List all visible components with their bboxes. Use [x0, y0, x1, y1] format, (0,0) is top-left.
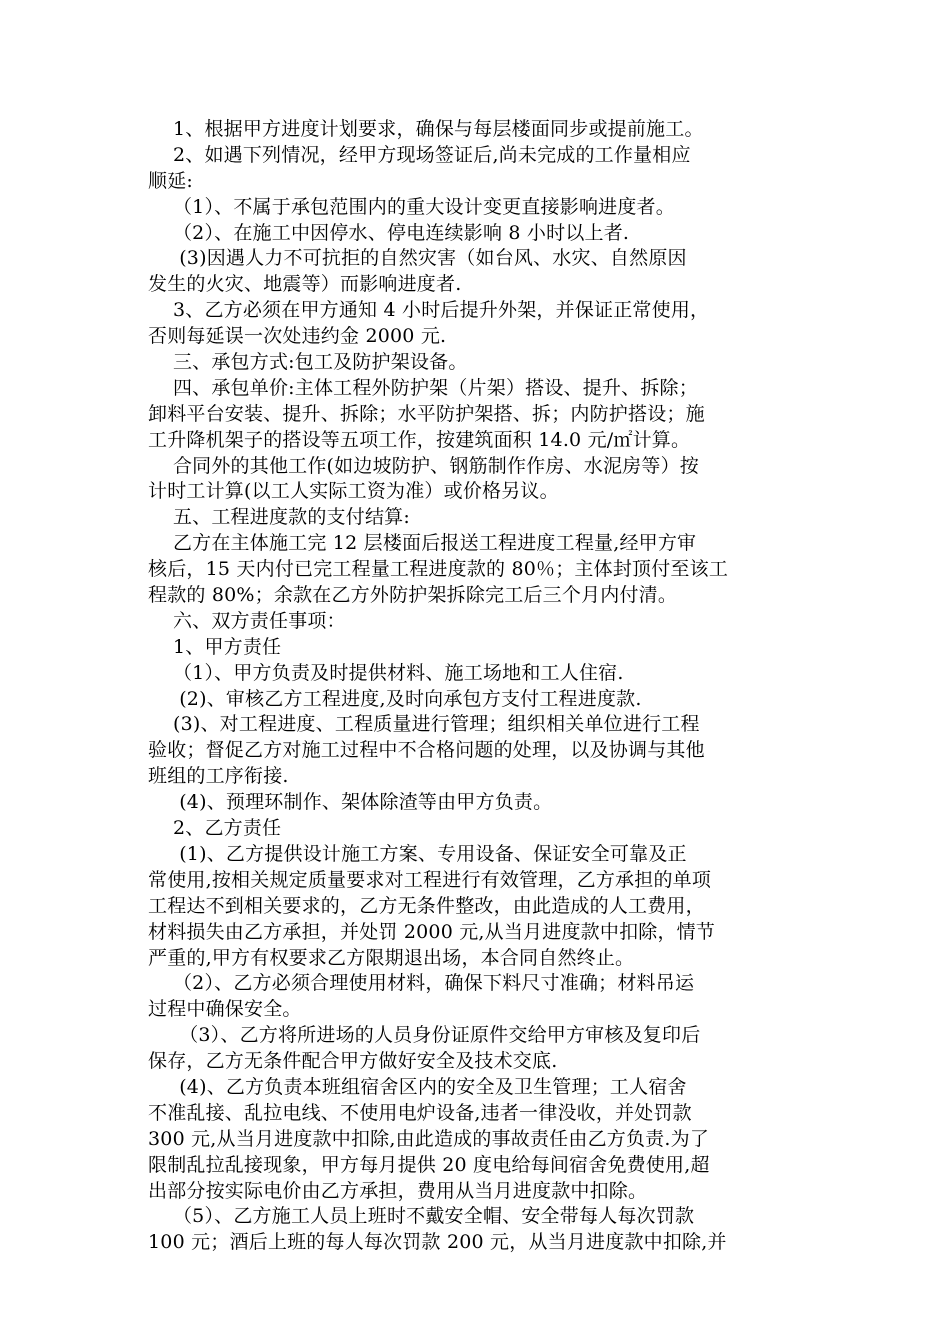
text-line: 3、乙方必须在甲方通知 4 小时后提升外架，并保证正常使用， [148, 299, 710, 322]
text-line: （2）、乙方必须合理使用材料，确保下料尺寸准确；材料吊运 [148, 972, 695, 995]
text-line: （2）、在施工中因停水、停电连续影响 8 小时以上者. [148, 221, 630, 244]
text-line: 乙方在主体施工完 12 层楼面后报送工程进度工程量,经甲方审 [148, 532, 697, 555]
text-line: 四、承包单价:主体工程外防护架（片架）搭设、提升、拆除； [148, 376, 698, 399]
text-line: 程款的 80%；余款在乙方外防护架拆除完工后三个月内付清。 [148, 584, 678, 607]
text-line: 计时工计算(以工人实际工资为准）或价格另议。 [148, 480, 559, 503]
text-line: 保存，乙方无条件配合甲方做好安全及技术交底. [148, 1050, 558, 1073]
text-line: 出部分按实际电价由乙方承担，费用从当月进度款中扣除。 [148, 1179, 648, 1202]
text-line: (4)、乙方负责本班组宿舍区内的安全及卫生管理；工人宿舍 [148, 1075, 687, 1098]
text-line: 发生的火灾、地震等）而影响进度者. [148, 273, 462, 296]
text-line: 限制乱拉乱接现象，甲方每月提供 20 度电给每间宿舍免费使用,超 [148, 1153, 710, 1176]
text-line: 核后，15 天内付已完工程量工程进度款的 80％；主体封顶付至该工 [148, 558, 729, 581]
text-line: 不准乱接、乱拉电线、不使用电炉设备,违者一律没收，并处罚款 [148, 1101, 692, 1124]
text-line: (3)因遇人力不可抗拒的自然灾害（如台风、水灾、自然原因 [148, 247, 687, 270]
text-line: （5）、乙方施工人员上班时不戴安全帽、安全带每人每次罚款 [148, 1205, 695, 1228]
text-line: (3)、对工程进度、工程质量进行管理；组织相关单位进行工程 [148, 713, 700, 736]
text-line: 工程达不到相关要求的，乙方无条件整改，由此造成的人工费用， [148, 894, 705, 917]
text-line: （1）、甲方负责及时提供材料、施工场地和工人住宿. [148, 661, 624, 684]
contract-body-text [148, 117, 808, 1256]
text-line: 1、甲方责任 [148, 635, 282, 658]
text-line: 六、双方责任事项： [148, 609, 346, 632]
text-line: 常使用,按相关规定质量要求对工程进行有效管理，乙方承担的单项 [148, 868, 712, 891]
text-line: 严重的,甲方有权要求乙方限期退出场，本合同自然终止。 [148, 946, 635, 969]
text-line: (2)、审核乙方工程进度,及时向承包方支付工程进度款. [148, 687, 642, 710]
text-line: 材料损失由乙方承担，并处罚 2000 元,从当月进度款中扣除，情节 [148, 920, 716, 943]
text-line: 五、工程进度款的支付结算: [148, 506, 410, 529]
text-line: 合同外的其他工作(如边坡防护、钢筋制作作房、水泥房等）按 [148, 454, 699, 477]
text-line: （1）、不属于承包范围内的重大设计变更直接影响进度者。 [148, 195, 675, 218]
text-line: 验收；督促乙方对施工过程中不合格问题的处理，以及协调与其他 [148, 739, 705, 762]
text-line: 班组的工序衔接. [148, 765, 289, 788]
text-line: 过程中确保安全。 [148, 998, 302, 1021]
text-line: （3）、乙方将所进场的人员身份证原件交给甲方审核及复印后 [148, 1024, 701, 1047]
text-line: 否则每延误一次处违约金 2000 元. [148, 325, 447, 348]
text-line: 2、如遇下列情况，经甲方现场签证后,尚未完成的工作量相应 [148, 143, 691, 166]
text-line: 300 元,从当月进度款中扣除,由此造成的事故责任由乙方负责.为了 [148, 1127, 710, 1150]
text-line: 工升降机架子的搭设等五项工作，按建筑面积 14.0 元/㎡计算。 [148, 428, 691, 451]
text-line: 100 元；酒后上班的每人每次罚款 200 元，从当月进度款中扣除,并 [148, 1231, 727, 1254]
text-line: 2、乙方责任 [148, 817, 282, 840]
text-line: 三、承包方式:包工及防护架设备。 [148, 351, 468, 374]
text-line: 卸料平台安装、提升、拆除；水平防护架搭、拆；内防护搭设；施 [148, 402, 705, 425]
text-line: (1)、乙方提供设计施工方案、专用设备、保证安全可靠及正 [148, 842, 687, 865]
text-line: 1、根据甲方进度计划要求，确保与每层楼面同步或提前施工。 [148, 118, 704, 140]
text-line: 顺延: [148, 169, 194, 192]
text-line: (4)、预理环制作、架体除渣等由甲方负责。 [148, 791, 553, 814]
